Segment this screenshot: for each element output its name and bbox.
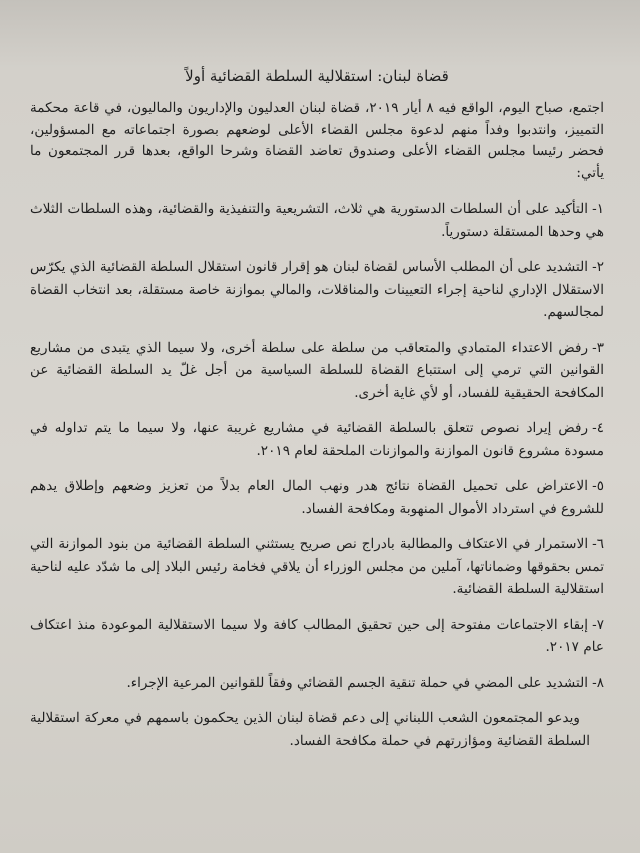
resolution-item-6 (30, 533, 604, 601)
item-number: ٦- (592, 536, 604, 552)
item-number: ٤- (592, 420, 604, 436)
item-text: التشديد على أن المطلب الأساس لقضاة لبنان هو إقرار قانون استقلال السلطة القضائية الذي يكرّس الاستقلال الإداري لناحية إجراء التعيينات والمناقلات، والمالي بموازنة خاصة مستقلة، بعد انتخاب القضاة لمجالسهم. (30, 259, 604, 320)
item-number: ٢- (592, 259, 604, 275)
item-number: ١- (592, 201, 604, 217)
resolution-item-1 (30, 198, 604, 243)
resolution-item-5 (30, 475, 604, 520)
item-text: التشديد على المضي في حملة تنقية الجسم القضائي وفقاً للقوانين المرعية الإجراء. (126, 674, 589, 691)
item-text: إبقاء الاجتماعات مفتوحة إلى حين تحقيق المطالب كافة ولا سيما الاستقلالية الموعودة منذ اعتكاف عام ٢٠١٧. (30, 616, 604, 655)
item-text: رفض الاعتداء المتمادي والمتعاقب من سلطة على سلطة أخرى، ولا سيما الذي يتبدى من مشاريع القوانين التي ترمي إلى استتباع القضاة للسلطة السياسية من أجل غلّ يد السلطة القضائية عن المكافحة الحقيقية للفساد، أو لأي غاية أخرى. (30, 339, 604, 401)
item-text: الاعتراض على تحميل القضاة نتائج هدر ونهب المال العام بدلاً من تعزيز وضعهم وإطلاق يدهم للشروع في استرداد الأموال المنهوبة ومكافحة الفساد. (30, 478, 604, 517)
item-number: ٨- (592, 674, 604, 691)
resolution-item-2 (30, 256, 604, 324)
resolution-item-4 (30, 417, 604, 462)
item-number: ٧- (592, 616, 604, 633)
document-title: قضاة لبنان: استقلالية السلطة القضائية أولاً (185, 67, 449, 85)
resolution-item-3 (30, 337, 604, 405)
closing-paragraph: ويدعو المجتمعون الشعب اللبناني إلى دعم قضاة لبنان الذين يحكمون باسمهم في معركة استقلالية السلطة القضائية ومؤازرتهم في حملة مكافحة الفساد. (30, 710, 590, 749)
item-text: التأكيد على أن السلطات الدستورية هي ثلاث، التشريعية والتنفيذية والقضائية، وهذه السلطات الثلاث هي وحدها المستقلة دستورياً. (30, 201, 604, 240)
intro-paragraph: اجتمع، صباح اليوم، الواقع فيه ٨ أيار ٢٠١٩، قضاة لبنان العدليون والإداريون والماليون، في قاعة محكمة التمييز، وانتدبوا وفداً منهم لدعوة مجلس القضاء الأعلى لوضعهم بصورة اجتماعاته مع المسؤولين، فحضر رئيسا مجلس القضاء الأعلى وصندوق تعاضد القضاة وشرحا الواقع، بعدها قرر المجتمعون ما يأتي: (30, 100, 604, 181)
resolution-item-8 (30, 672, 604, 695)
item-text: الاستمرار في الاعتكاف والمطالبة بادراج نص صريح يستثني السلطة القضائية من بنود الموازنة التي تمس بحقوقها وضماناتها، آملين من مجلس الوزراء أن يلاقي فخامة رئيس البلاد إلى ما شدّد عليه لناحية استقلالية السلطة القضائية. (30, 536, 604, 597)
resolution-item-7 (30, 614, 604, 659)
item-number: ٥- (592, 478, 604, 494)
item-text: رفض إيراد نصوص تتعلق بالسلطة القضائية في مشاريع غريبة عنها، ولا سيما ما يتم تداوله في مسودة مشروع قانون الموازنة والموازنات الملحقة لعام ٢٠١٩. (30, 420, 604, 459)
item-number: ٣- (592, 339, 604, 356)
